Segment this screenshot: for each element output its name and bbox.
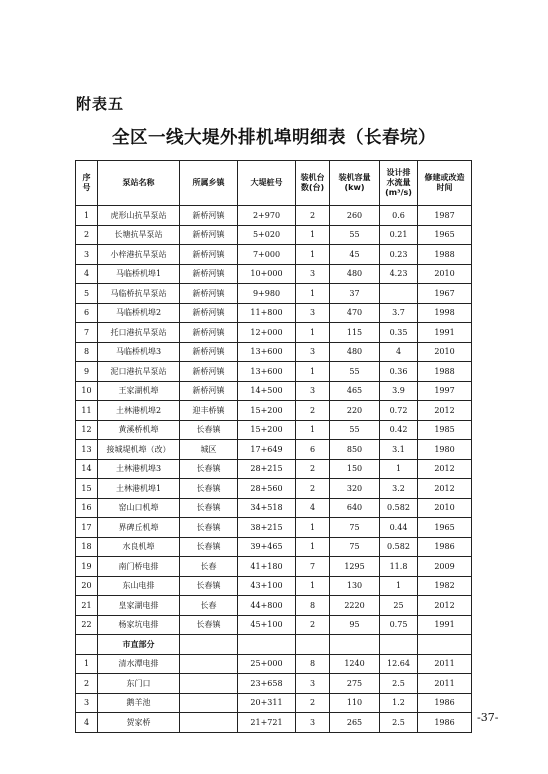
cell-flow: 0.21	[380, 225, 418, 245]
cell-capacity: 480	[330, 264, 380, 284]
cell-capacity: 220	[330, 401, 380, 421]
cell-capacity: 640	[330, 498, 380, 518]
section-label: 市直部分	[98, 635, 180, 655]
cell-no: 17	[76, 518, 98, 538]
cell-town: 迎丰桥镇	[180, 401, 238, 421]
cell-units: 1	[296, 362, 330, 382]
cell-km: 28+215	[238, 459, 296, 479]
section-cell	[418, 635, 472, 655]
table-row	[76, 615, 472, 635]
cell-name: 土林港机埠2	[98, 401, 180, 421]
cell-town: 新桥河镇	[180, 264, 238, 284]
cell-km: 23+658	[238, 674, 296, 694]
cell-flow: 0.36	[380, 362, 418, 382]
table-row	[76, 713, 472, 733]
table-row	[76, 323, 472, 343]
cell-flow: 12.64	[380, 654, 418, 674]
cell-flow: 0.582	[380, 498, 418, 518]
cell-no: 19	[76, 557, 98, 577]
cell-capacity: 95	[330, 615, 380, 635]
cell-capacity: 75	[330, 537, 380, 557]
cell-km: 34+518	[238, 498, 296, 518]
cell-units: 7	[296, 557, 330, 577]
cell-km: 45+100	[238, 615, 296, 635]
cell-town: 长春	[180, 596, 238, 616]
header-units-line1: 装机台	[300, 173, 325, 182]
table-row	[76, 420, 472, 440]
cell-km: 15+200	[238, 401, 296, 421]
cell-name: 贺家桥	[98, 713, 180, 733]
section-cell	[180, 635, 238, 655]
header-flow-line2: 水流量	[386, 178, 411, 187]
cell-units: 2	[296, 615, 330, 635]
cell-flow: 0.582	[380, 537, 418, 557]
cell-flow: 2.5	[380, 674, 418, 694]
cell-flow: 4	[380, 342, 418, 362]
cell-capacity: 2220	[330, 596, 380, 616]
header-km: 大堤桩号	[238, 161, 296, 206]
cell-capacity: 320	[330, 479, 380, 499]
table-row	[76, 303, 472, 323]
cell-units: 8	[296, 596, 330, 616]
cell-name: 黄溪桥机埠	[98, 420, 180, 440]
cell-km: 9+980	[238, 284, 296, 304]
cell-flow: 0.35	[380, 323, 418, 343]
cell-units: 1	[296, 284, 330, 304]
cell-units: 2	[296, 206, 330, 226]
table-body	[76, 206, 472, 635]
cell-capacity: 480	[330, 342, 380, 362]
cell-units: 6	[296, 440, 330, 460]
table-row	[76, 401, 472, 421]
table-row	[76, 674, 472, 694]
page-title: 全区一线大堤外排机埠明细表（长春垸）	[112, 128, 436, 148]
table-row	[76, 557, 472, 577]
table-row	[76, 381, 472, 401]
cell-no: 5	[76, 284, 98, 304]
cell-flow: 3.1	[380, 440, 418, 460]
cell-capacity: 265	[330, 713, 380, 733]
cell-year: 2012	[418, 596, 472, 616]
cell-flow: 1.2	[380, 693, 418, 713]
cell-no: 2	[76, 674, 98, 694]
cell-units: 2	[296, 479, 330, 499]
section-row	[76, 635, 472, 655]
cell-units: 2	[296, 459, 330, 479]
header-town: 所属乡镇	[180, 161, 238, 206]
pump-station-table	[75, 160, 472, 733]
table-row	[76, 206, 472, 226]
cell-capacity: 1240	[330, 654, 380, 674]
cell-name: 窑山口机埠	[98, 498, 180, 518]
cell-km: 41+180	[238, 557, 296, 577]
cell-no: 9	[76, 362, 98, 382]
cell-km: 13+600	[238, 362, 296, 382]
cell-year: 1988	[418, 245, 472, 265]
cell-units: 3	[296, 713, 330, 733]
cell-year: 2012	[418, 401, 472, 421]
cell-units: 3	[296, 674, 330, 694]
cell-year: 1991	[418, 323, 472, 343]
cell-flow	[380, 284, 418, 304]
cell-town: 长春镇	[180, 420, 238, 440]
cell-name: 王家湖机埠	[98, 381, 180, 401]
cell-year: 2010	[418, 498, 472, 518]
header-capacity-line1: 装机容量	[338, 173, 371, 182]
cell-town	[180, 713, 238, 733]
cell-year: 2009	[418, 557, 472, 577]
cell-name: 鹅羊池	[98, 693, 180, 713]
cell-name: 马临桥机埠3	[98, 342, 180, 362]
cell-units: 3	[296, 264, 330, 284]
cell-km: 25+000	[238, 654, 296, 674]
cell-name: 马临桥机埠2	[98, 303, 180, 323]
cell-units: 1	[296, 245, 330, 265]
cell-name: 长塘抗旱泵站	[98, 225, 180, 245]
cell-flow: 4.23	[380, 264, 418, 284]
cell-town: 新桥河镇	[180, 303, 238, 323]
cell-town	[180, 674, 238, 694]
header-flow	[380, 161, 418, 206]
cell-name: 托口港抗旱泵站	[98, 323, 180, 343]
cell-name: 界碑丘机埠	[98, 518, 180, 538]
cell-flow: 3.2	[380, 479, 418, 499]
cell-no: 15	[76, 479, 98, 499]
city-table-body	[76, 654, 472, 732]
cell-km: 11+800	[238, 303, 296, 323]
cell-flow: 0.75	[380, 615, 418, 635]
cell-km: 43+100	[238, 576, 296, 596]
cell-capacity: 45	[330, 245, 380, 265]
cell-year: 1986	[418, 693, 472, 713]
cell-no: 1	[76, 206, 98, 226]
cell-year: 1967	[418, 284, 472, 304]
cell-units: 1	[296, 420, 330, 440]
cell-no: 7	[76, 323, 98, 343]
cell-year: 1985	[418, 420, 472, 440]
cell-year: 2012	[418, 459, 472, 479]
cell-name: 土林港机埠1	[98, 479, 180, 499]
cell-capacity: 150	[330, 459, 380, 479]
cell-town: 长春镇	[180, 459, 238, 479]
cell-town: 长春	[180, 557, 238, 577]
header-flow-line1: 设计排	[386, 168, 411, 177]
cell-town: 长春镇	[180, 576, 238, 596]
cell-name: 皇家湖电排	[98, 596, 180, 616]
cell-no: 1	[76, 654, 98, 674]
table-row	[76, 264, 472, 284]
cell-km: 44+800	[238, 596, 296, 616]
cell-year: 1965	[418, 518, 472, 538]
cell-units: 2	[296, 693, 330, 713]
cell-name: 接城堤机埠（改）	[98, 440, 180, 460]
header-no-line2: 号	[82, 183, 91, 192]
header-year-line2: 时间	[436, 183, 453, 192]
cell-year: 2012	[418, 479, 472, 499]
cell-flow: 0.44	[380, 518, 418, 538]
cell-capacity: 850	[330, 440, 380, 460]
page-number: -37-	[477, 711, 499, 724]
cell-km: 14+500	[238, 381, 296, 401]
cell-town: 新桥河镇	[180, 225, 238, 245]
table-row	[76, 596, 472, 616]
cell-capacity: 37	[330, 284, 380, 304]
cell-km: 15+200	[238, 420, 296, 440]
section-cell	[238, 635, 296, 655]
table-row	[76, 518, 472, 538]
cell-no: 11	[76, 401, 98, 421]
table-row	[76, 342, 472, 362]
cell-km: 2+970	[238, 206, 296, 226]
table-row	[76, 284, 472, 304]
cell-name: 水良机埠	[98, 537, 180, 557]
cell-town: 长春镇	[180, 498, 238, 518]
cell-year: 2011	[418, 654, 472, 674]
cell-km: 17+649	[238, 440, 296, 460]
cell-no: 2	[76, 225, 98, 245]
cell-no: 10	[76, 381, 98, 401]
cell-capacity: 110	[330, 693, 380, 713]
cell-town: 新桥河镇	[180, 206, 238, 226]
section-cell	[380, 635, 418, 655]
table-row	[76, 537, 472, 557]
cell-town: 新桥河镇	[180, 284, 238, 304]
cell-no: 3	[76, 245, 98, 265]
cell-town: 新桥河镇	[180, 362, 238, 382]
cell-year: 1997	[418, 381, 472, 401]
cell-no: 13	[76, 440, 98, 460]
cell-name: 虎形山抗旱泵站	[98, 206, 180, 226]
cell-year: 1998	[418, 303, 472, 323]
cell-capacity: 1295	[330, 557, 380, 577]
cell-name: 马临桥机埠1	[98, 264, 180, 284]
header-capacity-line2: (kw)	[344, 183, 365, 192]
cell-no: 4	[76, 713, 98, 733]
section-header	[76, 635, 472, 655]
cell-year: 1988	[418, 362, 472, 382]
cell-year: 1991	[418, 615, 472, 635]
cell-capacity: 55	[330, 225, 380, 245]
cell-name: 泥口港抗旱泵站	[98, 362, 180, 382]
cell-name: 南门桥电排	[98, 557, 180, 577]
cell-name: 东山电排	[98, 576, 180, 596]
cell-km: 38+215	[238, 518, 296, 538]
cell-no: 3	[76, 693, 98, 713]
cell-year: 2010	[418, 342, 472, 362]
table-header-row	[76, 161, 472, 206]
cell-units: 8	[296, 654, 330, 674]
cell-name: 小梓港抗旱泵站	[98, 245, 180, 265]
cell-km: 12+000	[238, 323, 296, 343]
cell-km: 20+311	[238, 693, 296, 713]
table-row	[76, 576, 472, 596]
cell-no: 16	[76, 498, 98, 518]
cell-no: 20	[76, 576, 98, 596]
cell-town: 长春镇	[180, 537, 238, 557]
cell-town: 新桥河镇	[180, 342, 238, 362]
cell-units: 3	[296, 342, 330, 362]
table-row	[76, 498, 472, 518]
cell-no: 14	[76, 459, 98, 479]
cell-units: 3	[296, 303, 330, 323]
cell-name: 杨家坑电排	[98, 615, 180, 635]
cell-town: 城区	[180, 440, 238, 460]
cell-year: 1986	[418, 713, 472, 733]
table-row	[76, 245, 472, 265]
cell-year: 1987	[418, 206, 472, 226]
table-row	[76, 693, 472, 713]
table-row	[76, 225, 472, 245]
cell-no: 8	[76, 342, 98, 362]
header-capacity	[330, 161, 380, 206]
cell-no: 22	[76, 615, 98, 635]
header-units	[296, 161, 330, 206]
cell-town: 新桥河镇	[180, 381, 238, 401]
cell-capacity: 470	[330, 303, 380, 323]
header-name: 泵站名称	[98, 161, 180, 206]
cell-town: 新桥河镇	[180, 323, 238, 343]
cell-name: 马临桥抗旱泵站	[98, 284, 180, 304]
cell-town	[180, 654, 238, 674]
cell-flow: 1	[380, 459, 418, 479]
cell-capacity: 115	[330, 323, 380, 343]
cell-year: 1980	[418, 440, 472, 460]
header-flow-line3: (m³/s)	[385, 188, 412, 197]
cell-units: 1	[296, 225, 330, 245]
cell-year: 2011	[418, 674, 472, 694]
cell-km: 10+000	[238, 264, 296, 284]
section-cell	[330, 635, 380, 655]
cell-flow: 11.8	[380, 557, 418, 577]
cell-capacity: 275	[330, 674, 380, 694]
header-no-line1: 序	[82, 173, 91, 182]
cell-km: 39+465	[238, 537, 296, 557]
cell-town: 新桥河镇	[180, 245, 238, 265]
cell-no: 18	[76, 537, 98, 557]
cell-year: 1982	[418, 576, 472, 596]
cell-name: 土林港机埠3	[98, 459, 180, 479]
cell-capacity: 465	[330, 381, 380, 401]
table-row	[76, 459, 472, 479]
cell-year: 2010	[418, 264, 472, 284]
cell-year: 1986	[418, 537, 472, 557]
cell-capacity: 55	[330, 420, 380, 440]
cell-flow: 1	[380, 576, 418, 596]
cell-km: 13+600	[238, 342, 296, 362]
cell-flow: 3.7	[380, 303, 418, 323]
cell-flow: 25	[380, 596, 418, 616]
cell-capacity: 130	[330, 576, 380, 596]
cell-no: 6	[76, 303, 98, 323]
appendix-label: 附表五	[76, 95, 125, 113]
cell-flow: 3.9	[380, 381, 418, 401]
cell-units: 3	[296, 381, 330, 401]
cell-flow: 0.23	[380, 245, 418, 265]
cell-no: 21	[76, 596, 98, 616]
cell-km: 28+560	[238, 479, 296, 499]
table-row	[76, 479, 472, 499]
cell-km: 21+721	[238, 713, 296, 733]
cell-units: 1	[296, 518, 330, 538]
cell-capacity: 55	[330, 362, 380, 382]
header-units-line2: 数(台)	[300, 183, 325, 192]
cell-no: 12	[76, 420, 98, 440]
section-cell	[296, 635, 330, 655]
cell-flow: 0.42	[380, 420, 418, 440]
table-row	[76, 440, 472, 460]
cell-units: 1	[296, 323, 330, 343]
header-year	[418, 161, 472, 206]
section-empty-cell	[76, 635, 98, 655]
cell-no: 4	[76, 264, 98, 284]
cell-km: 5+020	[238, 225, 296, 245]
cell-town: 长春镇	[180, 615, 238, 635]
table-row	[76, 654, 472, 674]
cell-capacity: 75	[330, 518, 380, 538]
cell-town: 长春镇	[180, 518, 238, 538]
cell-town: 长春镇	[180, 479, 238, 499]
cell-units: 1	[296, 576, 330, 596]
cell-km: 7+000	[238, 245, 296, 265]
cell-name: 清水潭电排	[98, 654, 180, 674]
cell-town	[180, 693, 238, 713]
cell-name: 东门口	[98, 674, 180, 694]
table-row	[76, 362, 472, 382]
cell-units: 4	[296, 498, 330, 518]
cell-capacity: 260	[330, 206, 380, 226]
cell-flow: 0.6	[380, 206, 418, 226]
cell-flow: 0.72	[380, 401, 418, 421]
cell-flow: 2.5	[380, 713, 418, 733]
cell-year: 1965	[418, 225, 472, 245]
cell-units: 2	[296, 401, 330, 421]
header-year-line1: 修建或改造	[424, 173, 465, 182]
cell-units: 1	[296, 537, 330, 557]
header-no	[76, 161, 98, 206]
